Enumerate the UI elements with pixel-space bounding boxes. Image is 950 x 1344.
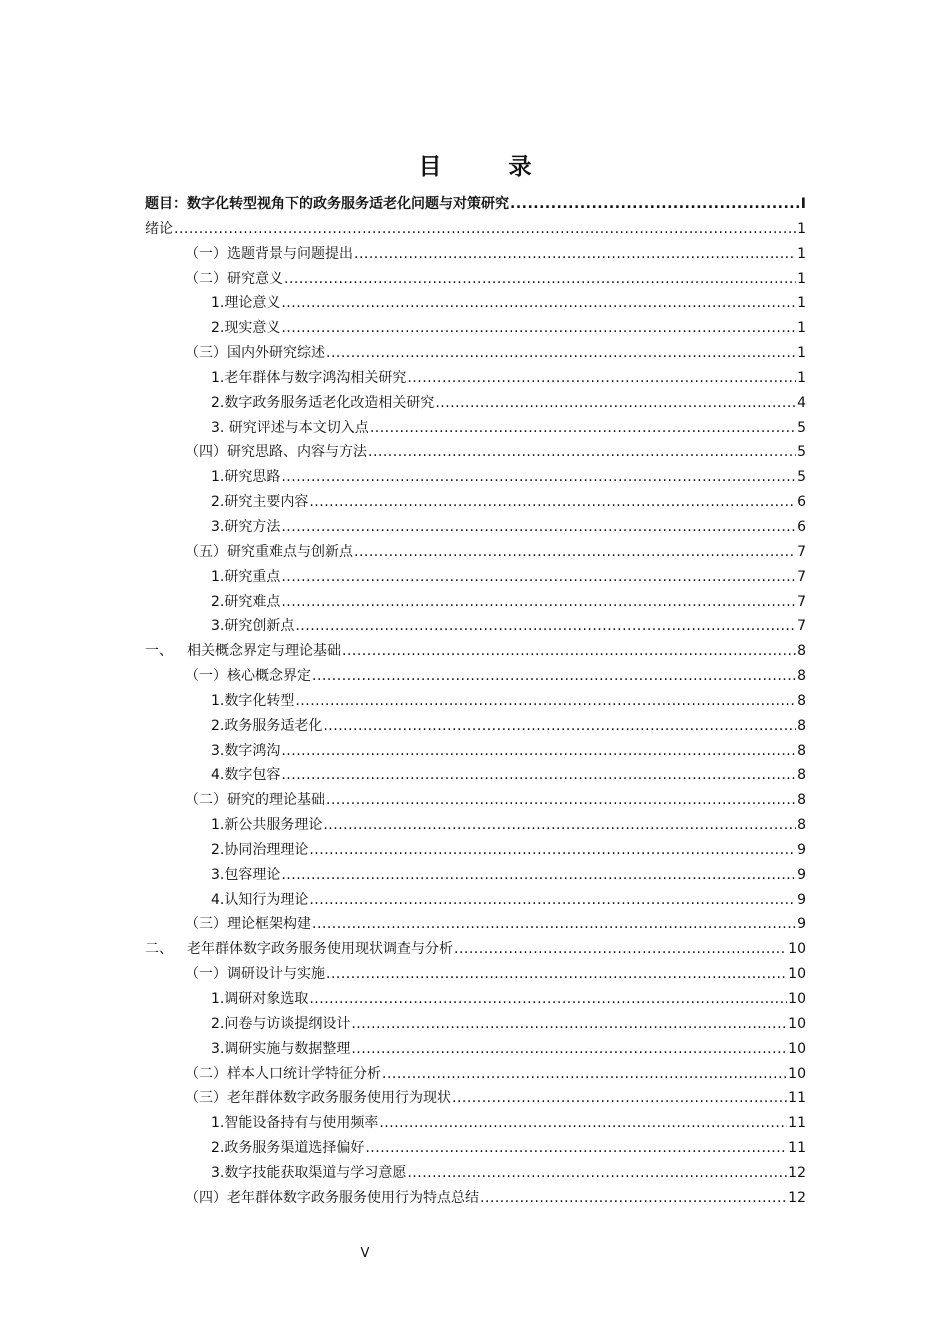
toc-entry-page: 11 (788, 1115, 806, 1132)
toc-dot-leader (326, 788, 796, 813)
toc-entry-title: （三）国内外研究综述 (185, 345, 325, 362)
toc-entry[interactable] (145, 490, 806, 515)
toc-entry-page: 10 (788, 1065, 806, 1082)
toc-entry-page: 12 (788, 1164, 806, 1181)
toc-entry-title: 2.现实意义 (211, 320, 281, 337)
toc-entry-title: 1.智能设备持有与使用频率 (211, 1115, 379, 1132)
toc-dot-leader (342, 639, 796, 664)
toc-dot-leader (370, 416, 796, 441)
toc-entry[interactable] (145, 912, 806, 937)
toc-entry[interactable] (145, 689, 806, 714)
toc-entry-page: 1 (797, 320, 806, 337)
toc-dot-leader (281, 565, 796, 590)
toc-entry[interactable] (145, 291, 806, 316)
toc-entry[interactable] (145, 962, 806, 987)
toc-entry-page: 10 (788, 966, 806, 983)
toc-entry[interactable] (145, 391, 806, 416)
toc-entry[interactable] (145, 590, 806, 615)
toc-entry-title: 3.包容理论 (211, 866, 281, 883)
toc-entry-title: 相关概念界定与理论基础 (187, 643, 341, 660)
toc-dot-leader (326, 962, 787, 987)
toc-entry-page: 1 (797, 369, 806, 386)
toc-entry-title: 3.数字鸿沟 (211, 742, 281, 759)
toc-dot-leader (174, 217, 796, 242)
toc-entry[interactable] (145, 217, 806, 242)
toc-entry[interactable] (145, 863, 806, 888)
toc-dot-leader (323, 813, 796, 838)
toc-entry[interactable] (145, 341, 806, 366)
toc-entry[interactable] (145, 714, 806, 739)
toc-entry-title: 老年群体数字政务服务使用现状调查与分析 (187, 941, 453, 958)
toc-entry-title: （一）选题背景与问题提出 (185, 245, 353, 262)
toc-entry-title: 3.研究创新点 (211, 618, 295, 635)
toc-entry-title: 3. 研究评述与本文切入点 (211, 419, 369, 436)
toc-dot-leader (351, 1037, 787, 1062)
toc-entry-title: 3.数字技能获取渠道与学习意愿 (211, 1164, 407, 1181)
toc-entry[interactable] (145, 763, 806, 788)
toc-entry[interactable] (145, 788, 806, 813)
toc-entry-page: 9 (797, 841, 806, 858)
toc-dot-leader (284, 267, 796, 292)
toc-entry[interactable] (145, 565, 806, 590)
toc-entry-title: （二）研究的理论基础 (185, 792, 325, 809)
toc-entry-page: 11 (788, 1140, 806, 1157)
toc-entry-title: 2.政务服务适老化 (211, 717, 323, 734)
toc-dot-leader (326, 341, 796, 366)
toc-entry-page: I (800, 196, 806, 212)
toc-dot-leader (354, 242, 796, 267)
toc-entry-title: 2.研究主要内容 (211, 494, 309, 511)
toc-entry-title: 3.研究方法 (211, 518, 281, 535)
toc-entry-page: 8 (797, 692, 806, 709)
toc-entry-page: 8 (797, 717, 806, 734)
toc-entry-title: 2.协同治理理论 (211, 841, 309, 858)
toc-entry-title: 4.数字包容 (211, 767, 281, 784)
toc-entry[interactable] (145, 192, 806, 217)
toc-entry-page: 8 (797, 668, 806, 685)
toc-dot-leader (312, 912, 796, 937)
toc-dot-leader (382, 1062, 787, 1087)
toc-entry-title: （三）老年群体数字政务服务使用行为现状 (185, 1090, 451, 1107)
toc-entry-page: 5 (797, 419, 806, 436)
toc-entry-page: 11 (788, 1090, 806, 1107)
toc-entry-page: 9 (797, 891, 806, 908)
toc-entry-title: 2.研究难点 (211, 593, 281, 610)
toc-dot-leader (309, 987, 787, 1012)
toc-entry-title: 1.理论意义 (211, 295, 281, 312)
toc-entry-page: 1 (797, 270, 806, 287)
toc-entry-page: 4 (797, 394, 806, 411)
toc-entry[interactable] (145, 739, 806, 764)
toc-entry-chapter-number: 一、 (145, 643, 173, 660)
toc-dot-leader (281, 590, 796, 615)
toc-entry[interactable] (145, 1086, 806, 1111)
toc-dot-leader (281, 739, 796, 764)
toc-entry-page: 5 (797, 444, 806, 461)
toc-entry[interactable] (145, 1186, 806, 1211)
page-title: 目 录 (418, 154, 554, 180)
toc-dot-leader (295, 614, 796, 639)
toc-entry-title: 1.研究重点 (211, 568, 281, 585)
toc-dot-leader (407, 1161, 787, 1186)
toc-entry[interactable] (145, 664, 806, 689)
toc-entry[interactable] (145, 838, 806, 863)
toc-entry-title: 1.数字化转型 (211, 692, 295, 709)
toc-dot-leader (379, 1111, 787, 1136)
toc-entry-title: （五）研究重难点与创新点 (185, 543, 353, 560)
toc-entry-page: 8 (797, 643, 806, 660)
toc-entry-page: 1 (797, 295, 806, 312)
toc-entry[interactable] (145, 937, 806, 962)
toc-entry[interactable] (145, 639, 806, 664)
toc-entry-title: 1.研究思路 (211, 469, 281, 486)
toc-entry-page: 1 (797, 345, 806, 362)
toc-entry[interactable] (145, 465, 806, 490)
toc-dot-leader (480, 1186, 787, 1211)
toc-dot-leader (281, 763, 796, 788)
toc-dot-leader (323, 714, 796, 739)
toc-entry[interactable] (145, 416, 806, 441)
toc-dot-leader (309, 888, 796, 913)
toc-entry-title: 绪论 (145, 220, 173, 237)
toc-dot-leader (281, 465, 796, 490)
toc-entry-title: 1.调研对象选取 (211, 991, 309, 1007)
toc-entry-title: 4.认知行为理论 (211, 891, 309, 908)
toc-entry[interactable] (145, 813, 806, 838)
toc-entry[interactable] (145, 1037, 806, 1062)
toc-entry[interactable] (145, 1062, 806, 1087)
toc-entry[interactable] (145, 614, 806, 639)
toc-entry[interactable] (145, 1111, 806, 1136)
toc-entry-page: 7 (797, 618, 806, 635)
toc-entry[interactable] (145, 366, 806, 391)
toc-entry-page: 10 (788, 1040, 806, 1057)
toc-dot-leader (351, 1012, 787, 1037)
toc-entry-page: 7 (797, 543, 806, 560)
toc-entry[interactable] (145, 242, 806, 267)
toc-entry-page: 10 (788, 941, 806, 958)
toc-entry-title: （二）研究意义 (185, 270, 283, 287)
toc-dot-leader (365, 1136, 787, 1161)
toc-entry-page: 6 (797, 518, 806, 535)
toc-entry-page: 8 (797, 792, 806, 809)
toc-entry-page: 7 (797, 568, 806, 585)
toc-dot-leader (354, 540, 796, 565)
toc-entry-page: 10 (788, 991, 806, 1007)
toc-dot-leader (510, 192, 800, 217)
toc-entry-title: （一）核心概念界定 (185, 668, 311, 685)
toc-entry-title: 1.新公共服务理论 (211, 817, 323, 834)
toc-entry[interactable] (145, 888, 806, 913)
toc-entry-page: 1 (797, 220, 806, 237)
toc-entry-page: 6 (797, 494, 806, 511)
toc-entry[interactable] (145, 1136, 806, 1161)
toc-entry-title: 2.政务服务渠道选择偏好 (211, 1140, 365, 1157)
toc-entry-page: 8 (797, 817, 806, 834)
toc-entry-page: 5 (797, 469, 806, 486)
toc-dot-leader (309, 490, 796, 515)
toc-entry-title: （四）老年群体数字政务服务使用行为特点总结 (185, 1189, 479, 1206)
toc-entry-title: 2.问卷与访谈提纲设计 (211, 1015, 351, 1032)
page-number: V (360, 1246, 370, 1261)
toc-dot-leader (281, 291, 796, 316)
toc-dot-leader (309, 838, 796, 863)
toc-entry-page: 12 (788, 1189, 806, 1206)
toc-entry[interactable] (145, 540, 806, 565)
toc-entry-page: 1 (797, 245, 806, 262)
table-of-contents (145, 192, 806, 1211)
toc-dot-leader (368, 440, 796, 465)
toc-dot-leader (435, 391, 796, 416)
toc-entry[interactable] (145, 1012, 806, 1037)
toc-entry[interactable] (145, 267, 806, 292)
toc-dot-leader (281, 863, 796, 888)
toc-entry-page: 8 (797, 742, 806, 759)
toc-entry-page: 8 (797, 767, 806, 784)
toc-entry-title: 3.调研实施与数据整理 (211, 1040, 351, 1057)
toc-dot-leader (454, 937, 787, 962)
toc-dot-leader (407, 366, 796, 391)
toc-entry[interactable] (145, 1161, 806, 1186)
toc-entry-chapter-number: 二、 (145, 941, 173, 958)
toc-dot-leader (452, 1086, 787, 1111)
toc-entry[interactable] (145, 515, 806, 540)
toc-entry-title: 2.数字政务服务适老化改造相关研究 (211, 394, 435, 411)
toc-entry-title: （二）样本人口统计学特征分析 (185, 1065, 381, 1082)
toc-entry-title: 1.老年群体与数字鸿沟相关研究 (211, 369, 407, 386)
toc-entry-title: （四）研究思路、内容与方法 (185, 444, 367, 461)
toc-entry-title: 题目：数字化转型视角下的政务服务适老化问题与对策研究 (145, 196, 509, 212)
toc-entry-page: 9 (797, 866, 806, 883)
toc-dot-leader (295, 689, 796, 714)
toc-entry-title: （三）理论框架构建 (185, 916, 311, 933)
toc-dot-leader (312, 664, 796, 689)
toc-entry-title: （一）调研设计与实施 (185, 966, 325, 983)
toc-entry[interactable] (145, 987, 806, 1012)
toc-dot-leader (281, 515, 796, 540)
toc-entry-page: 10 (788, 1015, 806, 1032)
toc-entry[interactable] (145, 440, 806, 465)
toc-entry-page: 9 (797, 916, 806, 933)
toc-entry-page: 7 (797, 593, 806, 610)
toc-dot-leader (281, 316, 796, 341)
toc-entry[interactable] (145, 316, 806, 341)
